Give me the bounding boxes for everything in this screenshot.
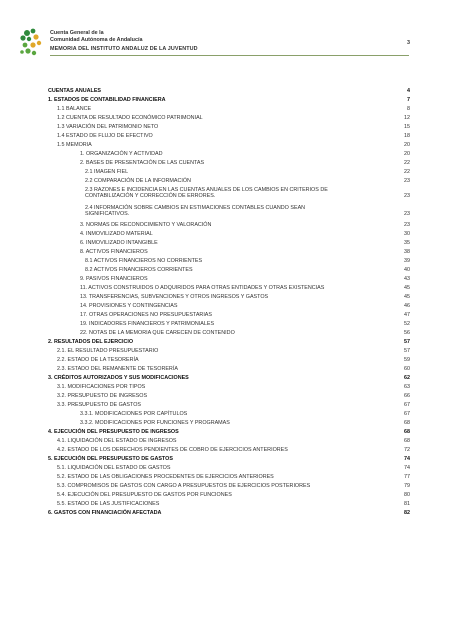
toc-entry[interactable]: [57, 357, 410, 364]
toc-entry-page: 43: [404, 276, 410, 282]
toc-entry[interactable]: [80, 294, 410, 301]
toc-entry[interactable]: [85, 178, 410, 185]
toc-entry[interactable]: [57, 465, 410, 472]
toc-entry-title: 1.1 BALANCE: [57, 106, 92, 112]
toc-entry[interactable]: [57, 384, 410, 391]
toc-entry[interactable]: [57, 348, 410, 355]
toc-entry-page: 23: [404, 211, 410, 218]
toc-entry-title: 5.3. COMPROMISOS DE GASTOS CON CARGO A PRESUPUESTOS DE EJERCICIOS POSTERIORES: [57, 483, 311, 489]
toc-entry-page: 80: [404, 492, 410, 498]
toc-entry-title: 2.1. EL RESULTADO PRESUPUESTARIO: [57, 348, 159, 354]
toc-entry-title: 5.2. ESTADO DE LAS OBLIGACIONES PROCEDENTES DE EJERCICIOS ANTERIORES: [57, 474, 274, 480]
toc-entry-page: 62: [404, 375, 410, 381]
toc-entry-page: 81: [404, 501, 410, 507]
toc-entry-page: 30: [404, 231, 410, 237]
toc-entry-title: 14. PROVISIONES Y CONTINGENCIAS: [80, 303, 178, 309]
junta-andalucia-logo-icon: [19, 28, 45, 58]
toc-entry-page: 68: [404, 420, 410, 426]
toc-entry-page: 46: [404, 303, 410, 309]
toc-entry-page: 57: [404, 339, 410, 345]
toc-entry-title: 1. ESTADOS DE CONTABILIDAD FINANCIERA: [48, 97, 166, 103]
toc-entry[interactable]: [80, 276, 410, 283]
toc-entry-page: 12: [404, 115, 410, 121]
toc-entry-page: 23: [404, 222, 410, 228]
toc-entry-page: 72: [404, 447, 410, 453]
toc-entry-page: 7: [407, 97, 410, 103]
toc-entry[interactable]: [57, 393, 410, 400]
toc-entry[interactable]: [57, 483, 410, 490]
toc-entry-title: 2.3 RAZONES E INCIDENCIA EN LAS CUENTAS ANUALES DE LOS CAMBIOS EN CRITERIOS DE CONTABILIZACIÓN Y CORRECCIÓN DE ERRORES.: [85, 187, 328, 200]
toc-entry-title: 5.5. ESTADO DE LAS JUSTIFICACIONES: [57, 501, 160, 507]
toc-entry-page: 4: [407, 88, 410, 94]
toc-entry-title: 4.1. LIQUIDACIÓN DEL ESTADO DE INGRESOS: [57, 438, 177, 444]
toc-entry[interactable]: [57, 142, 410, 149]
toc-entry-page: 22: [404, 169, 410, 175]
toc-entry-title: 8. ACTIVOS FINANCIEROS: [80, 249, 148, 255]
toc-entry-page: 52: [404, 321, 410, 327]
toc-entry-title: 8.1 ACTIVOS FINANCIEROS NO CORRIENTES: [85, 258, 203, 264]
toc-entry-page: 57: [404, 348, 410, 354]
toc-entry[interactable]: [85, 258, 410, 265]
toc-entry-page: 60: [404, 366, 410, 372]
toc-entry-page: 22: [404, 160, 410, 166]
toc-entry-title: 1. ORGANIZACIÓN Y ACTIVIDAD: [80, 151, 163, 157]
toc-entry-page: 67: [404, 411, 410, 417]
header-divider: [50, 55, 409, 56]
toc-entry-title: 2. BASES DE PRESENTACIÓN DE LAS CUENTAS: [80, 160, 205, 166]
toc-entry-page: 39: [404, 258, 410, 264]
toc-entry-title: 17. OTRAS OPERACIONES NO PRESUPUESTARIAS: [80, 312, 213, 318]
toc-entry-title: 13. TRANSFERENCIAS, SUBVENCIONES Y OTROS INGRESOS Y GASTOS: [80, 294, 269, 300]
toc-entry[interactable]: [80, 411, 410, 418]
toc-entry[interactable]: [57, 447, 410, 454]
toc-entry[interactable]: [80, 330, 410, 337]
toc-entry-page: 18: [404, 133, 410, 139]
toc-entry[interactable]: [80, 222, 410, 229]
toc-entry-page: 59: [404, 357, 410, 363]
toc-entry-title: 1.3 VARIACIÓN DEL PATRIMONIO NETO: [57, 124, 159, 130]
toc-entry-page: 35: [404, 240, 410, 246]
toc-entry-title: 2.2. ESTADO DE LA TESORERÍA: [57, 357, 139, 363]
toc-entry[interactable]: [57, 402, 410, 409]
toc-entry[interactable]: [48, 375, 410, 382]
toc-entry-title: 6. GASTOS CON FINANCIACIÓN AFECTADA: [48, 510, 162, 516]
toc-entry-title: 3. CRÉDITOS AUTORIZADOS Y SUS MODIFICACIONES: [48, 375, 189, 381]
toc-entry-page: 45: [404, 294, 410, 300]
toc-entry-title: 5. EJECUCIÓN DEL PRESUPUESTO DE GASTOS: [48, 456, 173, 462]
toc-entry-title: 3.1. MODIFICACIONES POR TIPOS: [57, 384, 146, 390]
toc-entry-page: 68: [404, 429, 410, 435]
toc-entry-page: 40: [404, 267, 410, 273]
toc-entry-title: 2.2 COMPARACIÓN DE LA INFORMACIÓN: [85, 178, 191, 184]
toc-entry-title: 19. INDICADORES FINANCIEROS Y PATRIMONIALES: [80, 321, 215, 327]
toc-entry-title: 2.1 IMAGEN FIEL: [85, 169, 129, 175]
toc-entry-title: 22. NOTAS DE LA MEMORIA QUE CARECEN DE CONTENIDO: [80, 330, 235, 336]
toc-entry[interactable]: [48, 88, 410, 95]
toc-entry[interactable]: [80, 321, 410, 328]
toc-entry-title: 3. NORMAS DE RECONOCIMIENTO Y VALORACIÓN: [80, 222, 212, 228]
toc-entry[interactable]: [80, 160, 410, 167]
org-name-line-1: Cuenta General de la: [50, 30, 104, 36]
toc-entry-title: 6. INMOVILIZADO INTANGIBLE: [80, 240, 158, 246]
toc-entry-title: 2. RESULTADOS DEL EJERCICIO: [48, 339, 134, 345]
document-title: MEMORIA DEL INSTITUTO ANDALUZ DE LA JUVENTUD: [50, 46, 198, 52]
toc-entry[interactable]: [48, 339, 410, 346]
toc-entry-page: 74: [404, 465, 410, 471]
toc-entry-title: 3.3.2. MODIFICACIONES POR FUNCIONES Y PROGRAMAS: [80, 420, 230, 426]
toc-entry[interactable]: [57, 366, 410, 373]
toc-entry[interactable]: [85, 267, 410, 274]
toc-entry-page: 47: [404, 312, 410, 318]
toc-entry[interactable]: [85, 205, 410, 218]
toc-entry-page: 38: [404, 249, 410, 255]
toc-entry-title: 4.2. ESTADO DE LOS DERECHOS PENDIENTES DE COBRO DE EJERCICIOS ANTERIORES: [57, 447, 288, 453]
toc-entry-page: 74: [404, 456, 410, 462]
toc-entry-page: 67: [404, 402, 410, 408]
toc-entry[interactable]: [57, 115, 410, 122]
toc-entry[interactable]: [80, 312, 410, 319]
toc-entry-title: 2.4 INFORMACIÓN SOBRE CAMBIOS EN ESTIMACIONES CONTABLES CUANDO SEAN SIGNIFICATIVOS.: [85, 205, 306, 218]
toc-entry[interactable]: [85, 187, 410, 200]
toc-entry[interactable]: [48, 97, 410, 104]
toc-entry-title: 4. INMOVILIZADO MATERIAL: [80, 231, 153, 237]
toc-entry-page: 66: [404, 393, 410, 399]
toc-entry[interactable]: [57, 124, 410, 131]
toc-entry-page: 77: [404, 474, 410, 480]
toc-entry-title: 1.5 MEMORIA: [57, 142, 92, 148]
toc-entry[interactable]: [85, 169, 410, 176]
page-number: 3: [407, 40, 410, 46]
toc-entry-title: 1.2 CUENTA DE RESULTADO ECONÓMICO PATRIMONIAL: [57, 115, 203, 121]
toc-entry-page: 68: [404, 438, 410, 444]
toc-entry-title: 8.2 ACTIVOS FINANCIEROS CORRIENTES: [85, 267, 193, 273]
toc-entry-page: 23: [404, 178, 410, 184]
toc-entry[interactable]: [80, 249, 410, 256]
toc-entry[interactable]: [80, 420, 410, 427]
toc-entry-page: 23: [404, 193, 410, 200]
toc-entry[interactable]: [48, 456, 410, 463]
toc-entry-page: 63: [404, 384, 410, 390]
toc-entry-title: CUENTAS ANUALES: [48, 88, 102, 94]
toc-entry-page: 82: [404, 510, 410, 516]
toc-entry[interactable]: [80, 303, 410, 310]
toc-entry[interactable]: [57, 106, 410, 113]
toc-entry[interactable]: [80, 231, 410, 238]
toc-entry[interactable]: [57, 492, 410, 499]
toc-entry-page: 56: [404, 330, 410, 336]
toc-entry-page: 8: [407, 106, 410, 112]
toc-entry[interactable]: [57, 133, 410, 140]
toc-entry-title: 9. PASIVOS FINANCIEROS: [80, 276, 148, 282]
toc-entry-title: 5.1. LIQUIDACIÓN DEL ESTADO DE GASTOS: [57, 465, 171, 471]
toc-entry[interactable]: [48, 429, 410, 436]
toc-entry-title: 11. ACTIVOS CONSTRUIDOS O ADQUIRIDOS PARA OTRAS ENTIDADES Y OTRAS EXISTENCIAS: [80, 285, 325, 291]
toc-entry-title: 2.3. ESTADO DEL REMANENTE DE TESORERÍA: [57, 366, 178, 372]
toc-entry-title: 1.4 ESTADO DE FLUJO DE EFECTIVO: [57, 133, 153, 139]
toc-entry-page: 15: [404, 124, 410, 130]
toc-entry[interactable]: [48, 510, 410, 517]
toc-entry-page: 45: [404, 285, 410, 291]
toc-entry-title: 3.3. PRESUPUESTO DE GASTOS: [57, 402, 141, 408]
org-name-line-2: Comunidad Autónoma de Andalucía: [50, 36, 143, 43]
toc-entry[interactable]: [57, 501, 410, 508]
toc-entry-title: 5.4. EJECUCIÓN DEL PRESUPUESTO DE GASTOS POR FUNCIONES: [57, 492, 232, 498]
toc-entry-page: 20: [404, 142, 410, 148]
toc-entry-page: 20: [404, 151, 410, 157]
toc-entry-title: 3.3.1. MODIFICACIONES POR CAPÍTULOS: [80, 411, 188, 417]
toc-entry[interactable]: [57, 438, 410, 445]
toc-entry[interactable]: [80, 240, 410, 247]
toc-entry[interactable]: [80, 151, 410, 158]
toc-entry-page: 79: [404, 483, 410, 489]
toc-entry[interactable]: [57, 474, 410, 481]
toc-entry-title: 3.2. PRESUPUESTO DE INGRESOS: [57, 393, 148, 399]
toc-entry[interactable]: [80, 285, 410, 292]
toc-entry-title: 4. EJECUCIÓN DEL PRESUPUESTO DE INGRESOS: [48, 429, 179, 435]
page-header: [0, 0, 452, 70]
